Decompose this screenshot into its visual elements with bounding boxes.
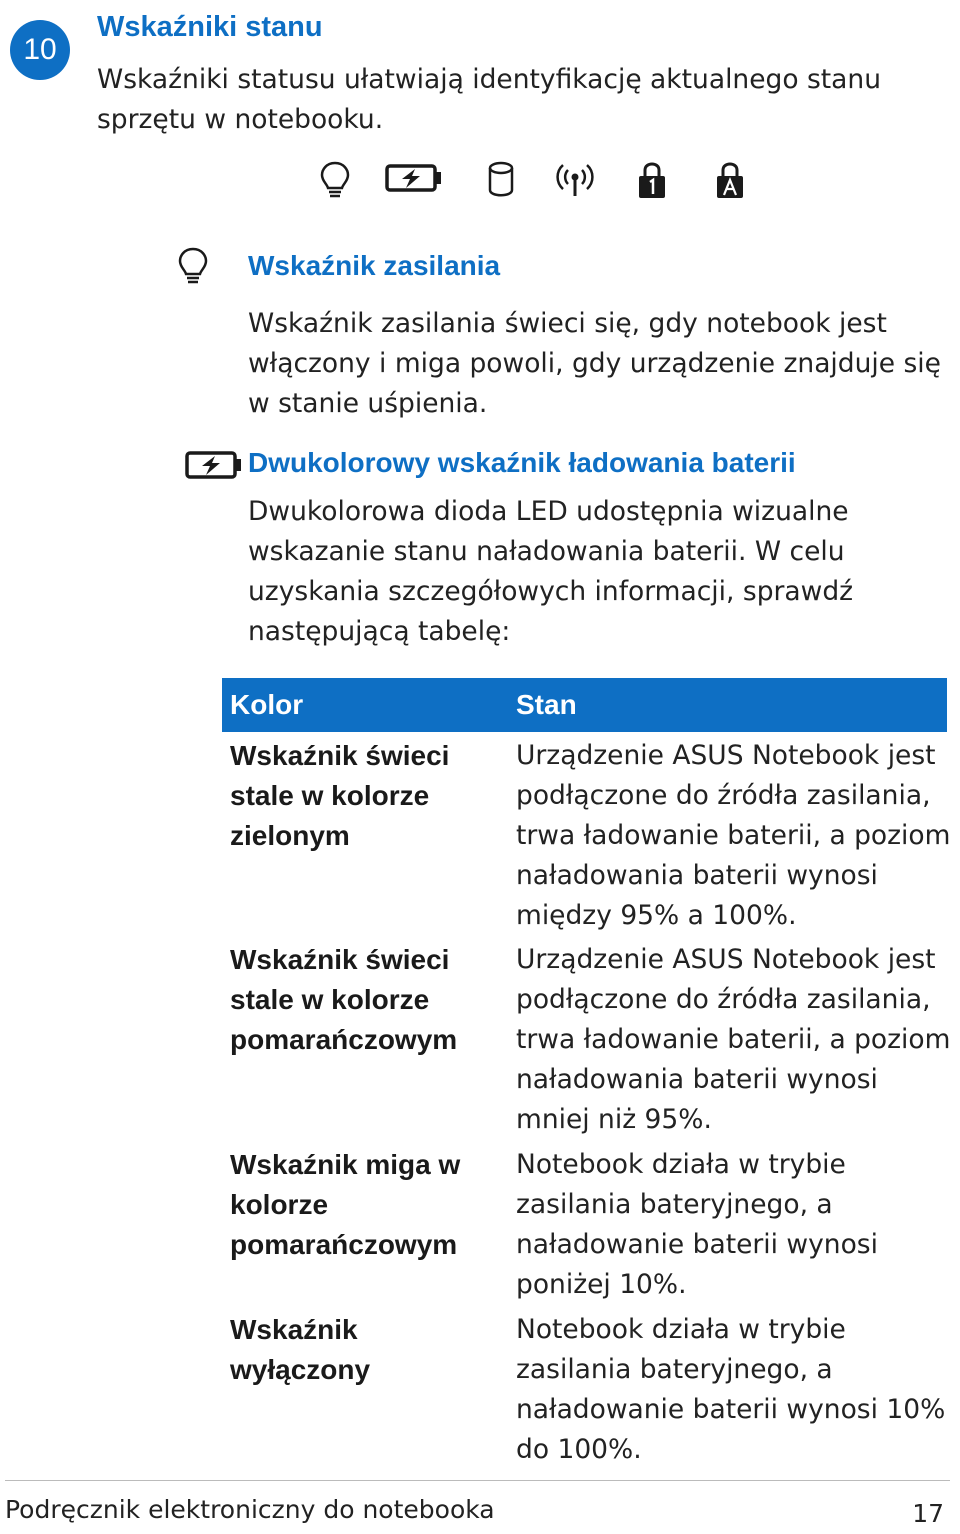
power-indicator-title: Wskaźnik zasilania bbox=[248, 250, 501, 281]
header-stan: Stan bbox=[516, 689, 577, 720]
battery-indicator-title: Dwukolorowy wskaźnik ładowania baterii bbox=[248, 447, 796, 478]
cell-kolor: Wskaźnik wyłączony bbox=[230, 1314, 371, 1385]
header-kolor: Kolor bbox=[230, 689, 304, 720]
cell-stan: Urządzenie ASUS Notebook jest podłączone do źródła zasilania, trwa ładowanie baterii, a poziom naładowania baterii wynosi między 95% a 100%. bbox=[516, 740, 951, 931]
section-number-badge: 10 bbox=[10, 20, 70, 80]
wireless-icon bbox=[556, 160, 594, 200]
cell-kolor: Wskaźnik świeci stale w kolorze pomarańczowym bbox=[230, 944, 458, 1055]
power-bulb-icon bbox=[176, 246, 210, 286]
footer-title: Podręcznik elektroniczny do notebooka bbox=[5, 1495, 495, 1524]
cell-stan: Notebook działa w trybie zasilania bateryjnego, a naładowanie baterii wynosi 10% do 100%. bbox=[516, 1314, 946, 1465]
caps-lock-icon bbox=[715, 160, 745, 200]
power-indicator-text: Wskaźnik zasilania świeci się, gdy notebook jest włączony i miga powoli, gdy urządzenie znajduje się w stanie uśpienia. bbox=[248, 308, 941, 419]
section-intro: Wskaźniki statusu ułatwiają identyfikację aktualnego stanu sprzętu w notebooku. bbox=[97, 64, 882, 135]
cell-kolor: Wskaźnik świeci stale w kolorze zielonym bbox=[230, 740, 450, 851]
battery-indicator-text: Dwukolorowa dioda LED udostępnia wizualne wskazanie stanu naładowania baterii. W celu uzyskania szczegółowych informacji, sprawdź następującą tabelę: bbox=[248, 496, 854, 647]
indicator-icon-row bbox=[0, 160, 960, 200]
section-title: Wskaźniki stanu bbox=[97, 11, 323, 43]
drive-cylinder-icon bbox=[486, 160, 516, 200]
footer-divider bbox=[5, 1480, 950, 1481]
cell-stan: Notebook działa w trybie zasilania bateryjnego, a naładowanie baterii wynosi poniżej 10%. bbox=[516, 1149, 878, 1300]
battery-charge-icon bbox=[185, 447, 243, 483]
status-table-header bbox=[222, 678, 947, 732]
power-bulb-icon bbox=[318, 160, 352, 200]
battery-charge-icon bbox=[385, 160, 443, 196]
cell-kolor: Wskaźnik miga w kolorze pomarańczowym bbox=[230, 1149, 461, 1260]
cell-stan: Urządzenie ASUS Notebook jest podłączone do źródła zasilania, trwa ładowanie baterii, a poziom naładowania baterii wynosi mniej niż 95%. bbox=[516, 944, 951, 1135]
num-lock-icon bbox=[637, 160, 667, 200]
page-number: 17 bbox=[912, 1499, 944, 1528]
